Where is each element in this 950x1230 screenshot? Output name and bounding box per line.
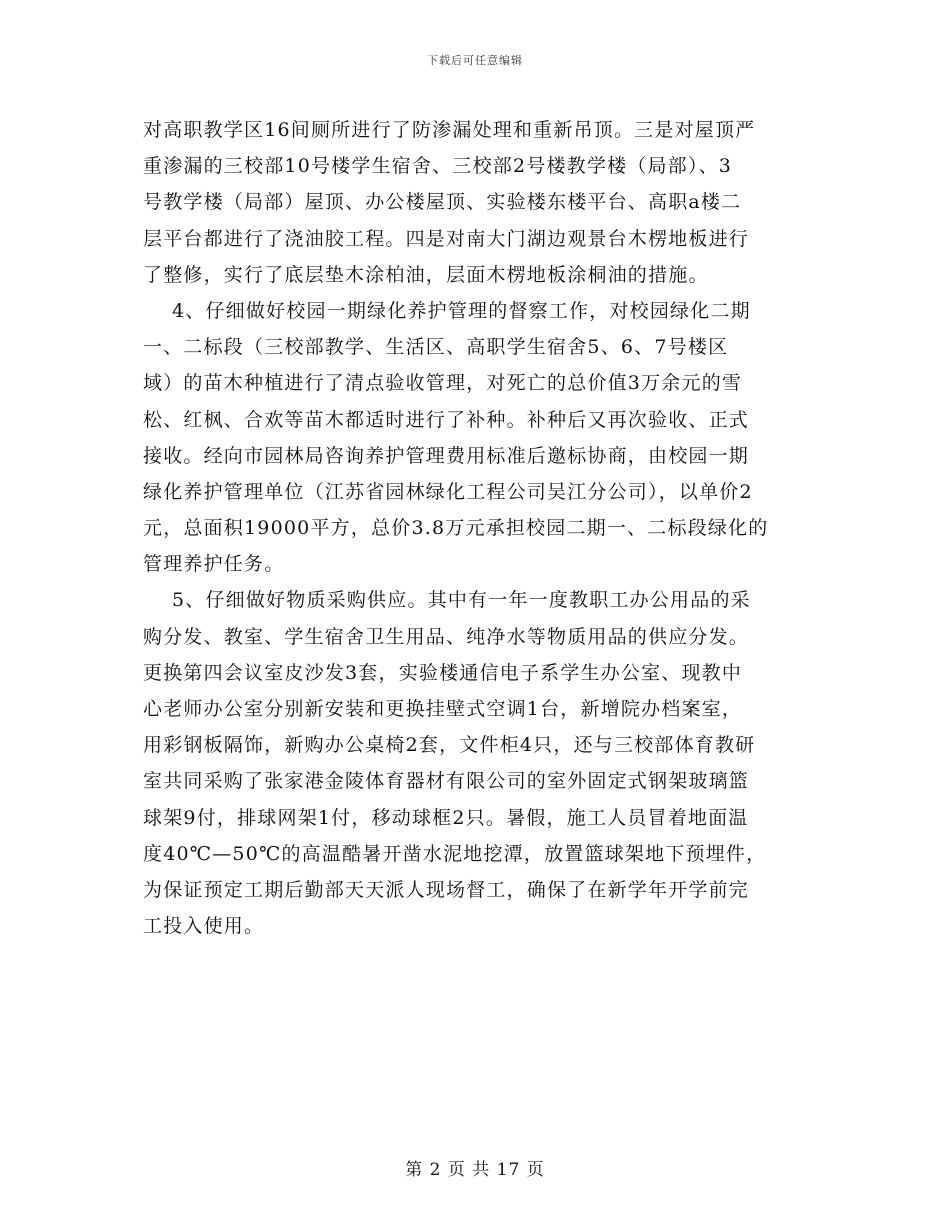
page-footer: 第 2 页 共 17 页 <box>405 1160 545 1180</box>
text-line: 购分发、教室、学生宿舍卫生用品、纯净水等物质用品的供应分发。 <box>143 625 750 648</box>
text-line: 管理养护任务。 <box>143 553 285 576</box>
text-line: 域）的苗木种植进行了清点验收管理，对死亡的总价值3万余元的雪 <box>143 372 743 395</box>
text-line: 工投入使用。 <box>143 915 265 938</box>
text-line: 层平台都进行了浇油胶工程。四是对南大门湖边观景台木楞地板进行 <box>143 227 750 250</box>
text-line: 室共同采购了张家港金陵体育器材有限公司的室外固定式钢架玻璃篮 <box>143 770 750 793</box>
text-line: 心老师办公室分别新安装和更换挂壁式空调1台，新增院办档案室， <box>143 698 743 720</box>
text-line: 4、仔细做好校园一期绿化养护管理的督察工作，对校园绿化二期 <box>143 299 751 322</box>
text-line: 松、红枫、合欢等苗木都适时进行了补种。补种后又再次验收、正式 <box>143 408 750 431</box>
document-body <box>143 112 815 944</box>
page-header: 下载后可任意编辑 <box>427 54 523 67</box>
text-line: 重渗漏的三校部10号楼学生宿舍、三校部2号楼教学楼（局部）、3 <box>143 155 733 178</box>
text-line: 球架9付，排球网架1付，移动球框2只。暑假，施工人员冒着地面温 <box>143 806 749 829</box>
text-line: 用彩钢板隔饰，新购办公桌椅2套，文件柜4只，还与三校部体育教研 <box>143 734 756 757</box>
text-line: 号教学楼（局部）屋顶、办公楼屋顶、实验楼东楼平台、高职a楼二 <box>143 191 742 214</box>
text-line: 为保证预定工期后勤部天天派人现场督工，确保了在新学年开学前完 <box>143 878 750 901</box>
text-line: 对高职教学区16间厕所进行了防渗漏处理和重新吊顶。三是对屋顶严 <box>143 119 756 141</box>
text-line: 更换第四会议室皮沙发3套，实验楼通信电子系学生办公室、现教中 <box>143 661 743 684</box>
text-line: 元，总面积19000平方，总价3.8万元承担校园二期一、二标段绿化的 <box>143 517 769 540</box>
text-line: 5、仔细做好物质采购供应。其中有一年一度教职工办公用品的采 <box>143 589 751 612</box>
text-line: 一、二标段（三校部教学、生活区、高职学生宿舍5、6、7号楼区 <box>143 336 729 359</box>
text-line: 绿化养护管理单位（江苏省园林绿化工程公司吴江分公司），以单价2 <box>143 480 753 503</box>
text-line: 接收。经向市园林局咨询养护管理费用标准后邀标协商，由校园一期 <box>143 444 750 467</box>
text-line: 了整修，实行了底层垫木涂柏油，层面木楞地板涂桐油的措施。 <box>143 263 709 286</box>
text-line: 度40℃—50℃的高温酷暑开凿水泥地挖潭，放置篮球架地下预埋件， <box>143 842 767 865</box>
